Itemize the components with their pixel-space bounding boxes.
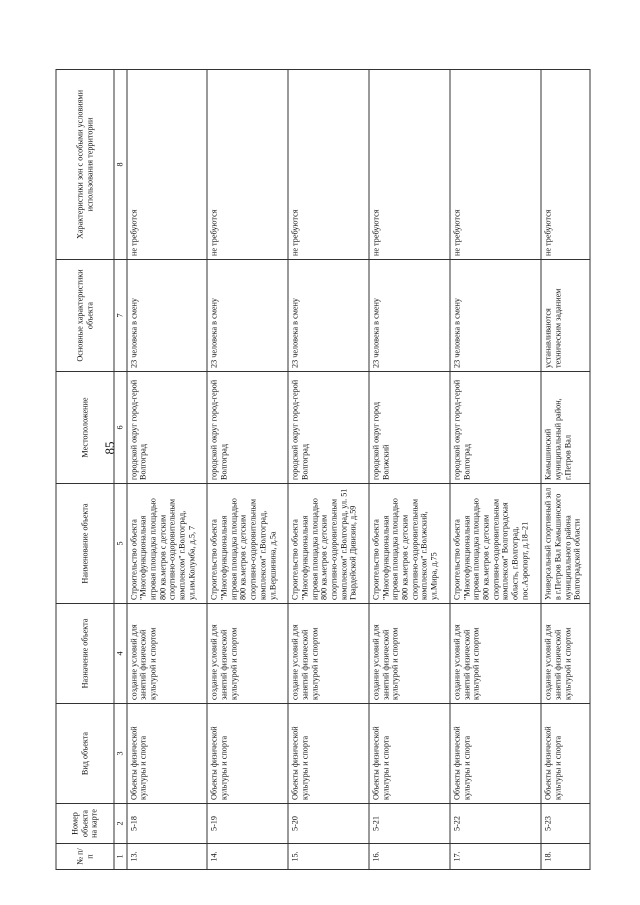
- header-object-name: Наименование объекта: [56, 484, 114, 604]
- row-object-kind: Объекты физической культуры и спорта: [369, 704, 450, 804]
- row-object-purpose: создание условий для занятий физической культурой и спортом: [369, 604, 450, 704]
- row-characteristics: 23 человека в смену: [369, 260, 450, 372]
- row-index: 15.: [288, 844, 369, 870]
- row-object-kind: Объекты физической культуры и спорта: [288, 704, 369, 804]
- table-row: [288, 70, 369, 870]
- table-header-row: [56, 70, 114, 870]
- row-location: городской округ город-герой Волгоград: [127, 372, 208, 484]
- row-map-number: 5-18: [127, 804, 208, 844]
- row-object-purpose: создание условий для занятий физической культурой и спортом: [450, 604, 542, 704]
- row-map-number: 5-22: [450, 804, 542, 844]
- row-characteristics: 23 человека в смену: [450, 260, 542, 372]
- row-object-kind: Объекты физической культуры и спорта: [127, 704, 208, 804]
- table-row: [127, 70, 208, 870]
- table-row: [369, 70, 450, 870]
- table-row: [541, 70, 590, 870]
- row-location: городской округ город-герой Волгоград: [288, 372, 369, 484]
- row-index: 16.: [369, 844, 450, 870]
- row-location: городской округ город Волжский: [369, 372, 450, 484]
- row-characteristics: 23 человека в смену: [288, 260, 369, 372]
- row-object-name: Универсальный спортивный зал в г.Петров Вал Камышинского муниципального района Волгоградской области: [541, 484, 590, 604]
- row-zones: не требуются: [369, 70, 450, 260]
- row-zones: не требуются: [450, 70, 542, 260]
- row-characteristics: 23 человека в смену: [127, 260, 208, 372]
- row-object-name: Строительство объекта "Многофункциональная игровая площадка площадью 800 кв.метров с детским спортивно-оздоровительным комплексом" г.Волгоград, ул.им.Колумба, д.5, 7: [127, 484, 208, 604]
- row-zones: не требуются: [207, 70, 288, 260]
- row-object-purpose: создание условий для занятий физической культурой и спортом: [288, 604, 369, 704]
- row-object-kind: Объекты физической культуры и спорта: [541, 704, 590, 804]
- header-index: № п/п: [56, 844, 114, 870]
- row-object-purpose: создание условий для занятий физической культурой и спортом: [207, 604, 288, 704]
- row-location: Камышинский муниципальный район, г.Петров Вал: [541, 372, 590, 484]
- column-number: 6: [114, 372, 127, 484]
- row-map-number: 5-21: [369, 804, 450, 844]
- table-row: [450, 70, 542, 870]
- row-zones: не требуются: [541, 70, 590, 260]
- row-index: 18.: [541, 844, 590, 870]
- header-object-kind: Вид объекта: [56, 704, 114, 804]
- row-characteristics: устанавливаются техническим заданием: [541, 260, 590, 372]
- row-object-name: Строительство объекта "Многофункциональная игровая площадка площадью 800 кв.метров с детским спортивно-оздоровительным комплексом" г.Волгоград, ул. 51 Гвардейской Дивизии, д.59: [288, 484, 369, 604]
- row-map-number: 5-20: [288, 804, 369, 844]
- header-characteristics: Основные характеристики объекта: [56, 260, 114, 372]
- column-number: 5: [114, 484, 127, 604]
- table-row: [207, 70, 288, 870]
- page-number: 85: [102, 441, 117, 455]
- row-object-purpose: создание условий для занятий физической культурой и спортом: [541, 604, 590, 704]
- row-index: 13.: [127, 844, 208, 870]
- header-map-number: Номер объекта на карте: [56, 804, 114, 844]
- row-location: городской округ город-герой Волгоград: [207, 372, 288, 484]
- header-zones: Характеристики зон с особыми условиями использования территории: [56, 70, 114, 260]
- row-object-name: Строительство объекта "Многофункциональная игровая площадка площадью 800 кв.метров с детским спортивно-оздоровительным комплексом" г.Волгоград, ул.Вершинина, д.5а: [207, 484, 288, 604]
- column-number: 8: [114, 70, 127, 260]
- header-object-purpose: Назначение объекта: [56, 604, 114, 704]
- column-number: 1: [114, 844, 127, 870]
- rotated-table-wrapper: [56, 70, 591, 870]
- row-zones: не требуются: [127, 70, 208, 260]
- column-number: 4: [114, 604, 127, 704]
- row-map-number: 5-23: [541, 804, 590, 844]
- row-object-kind: Объекты физической культуры и спорта: [450, 704, 542, 804]
- row-object-name: Строительство объекта "Многофункциональная игровая площадка площадью 800 кв.метров с детским спортивно-оздоровительным комплексом" Волгоградская область, г.Волгоград, пос.Аэропорт, д.18–21: [450, 484, 542, 604]
- row-characteristics: 23 человека в смену: [207, 260, 288, 372]
- row-object-purpose: создание условий для занятий физической культурой и спортом: [127, 604, 208, 704]
- header-location: Местоположение: [56, 372, 114, 484]
- column-number: 3: [114, 704, 127, 804]
- row-object-name: Строительство объекта "Многофункциональная игровая площадка площадью 800 кв.метров с детским спортивно-оздоровительным комплексом" г.Волжский, ул.Мира, д.75: [369, 484, 450, 604]
- row-object-kind: Объекты физической культуры и спорта: [207, 704, 288, 804]
- column-number-row: [114, 70, 127, 870]
- column-number: 7: [114, 260, 127, 372]
- objects-table: [56, 69, 591, 870]
- row-location: городской округ город-герой Волгоград: [450, 372, 542, 484]
- row-index: 17.: [450, 844, 542, 870]
- row-zones: не требуются: [288, 70, 369, 260]
- column-number: 2: [114, 804, 127, 844]
- row-map-number: 5-19: [207, 804, 288, 844]
- row-index: 14.: [207, 844, 288, 870]
